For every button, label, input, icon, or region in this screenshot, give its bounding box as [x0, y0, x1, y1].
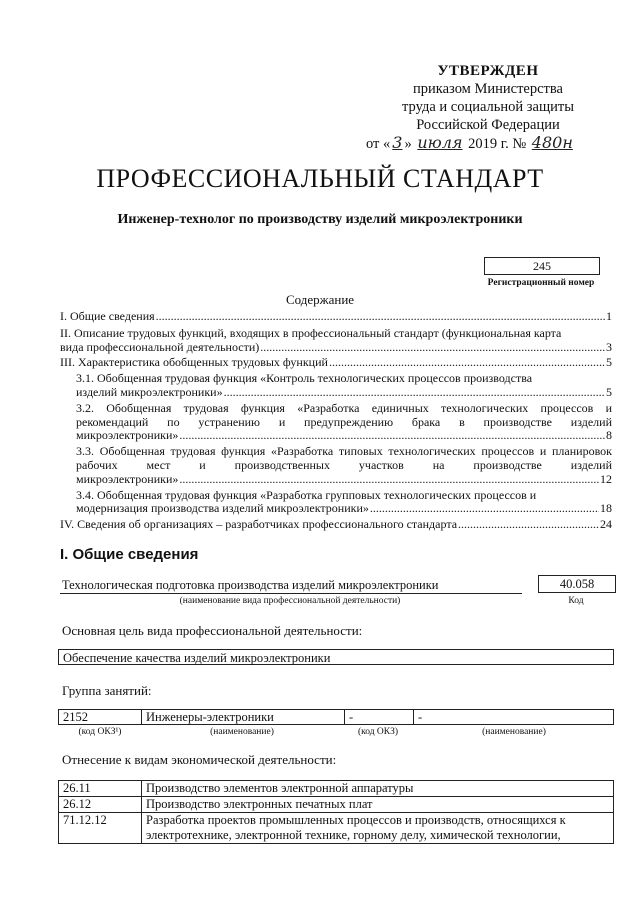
activity-name-caption: (наименование вида профессиональной деятельности)	[179, 596, 401, 606]
toc-entry-text-cont: вида профессиональной деятельности)	[60, 339, 260, 354]
handwritten-day: 3	[392, 133, 403, 152]
toc-entry-3-2[interactable]	[60, 402, 612, 443]
okved-name: Производство электронных печатных плат	[142, 797, 614, 813]
activity-name-underline	[60, 593, 522, 594]
handwritten-month: июля	[417, 133, 463, 152]
okved-code: 71.12.12	[59, 813, 142, 844]
okz-name-1: Инженеры-электроники	[142, 710, 345, 725]
occupation-group-table	[58, 709, 614, 725]
toc-entry-text: 3.3. Обобщенная трудовая функция «Разработка типовых технологических процессов и планировок рабочих мест и производственных участков на производстве изделий	[76, 444, 612, 472]
toc-entry-page: 1	[606, 309, 612, 323]
okved-table	[58, 780, 614, 844]
contents-heading: Содержание	[285, 292, 355, 307]
approval-line-3: Российской Федерации	[416, 117, 560, 133]
handwritten-order-number: 480н	[531, 133, 573, 152]
okved-label: Отнесение к видам экономической деятельности:	[62, 752, 337, 767]
section-heading: I. Общие сведения	[60, 546, 199, 563]
toc-entry-4[interactable]	[60, 518, 612, 532]
okz-code-caption-1: (код ОКЗ¹)	[78, 727, 122, 737]
table-of-contents	[60, 308, 612, 532]
goal-label: Основная цель вида профессиональной деятельности:	[62, 623, 363, 638]
okved-code: 26.11	[59, 781, 142, 797]
toc-entry-text: I. Общие сведения	[60, 309, 155, 323]
toc-entry-1[interactable]	[60, 310, 612, 324]
okved-name: Разработка проектов промышленных процессов и производств, относящихся к электротехнике, электронной технике, горному делу, химической технологии,	[142, 813, 614, 844]
activity-code-caption: Код	[568, 596, 584, 606]
table-row	[59, 813, 614, 844]
toc-entry-text: II. Описание трудовых функций, входящих в профессиональный стандарт (функциональная карта	[60, 325, 562, 340]
date-mid: »	[404, 136, 412, 152]
okz-code-caption-2: (код ОКЗ)	[357, 727, 399, 737]
toc-entry-3-3[interactable]	[60, 445, 612, 486]
date-year: 2019 г. №	[468, 136, 527, 152]
group-label: Группа занятий:	[62, 683, 152, 698]
toc-entry-2[interactable]	[60, 327, 612, 355]
table-row	[59, 710, 614, 725]
toc-entry-3[interactable]	[60, 356, 612, 370]
okz-name-2: -	[414, 710, 614, 725]
registration-number-box: 245	[484, 257, 600, 275]
toc-entry-text-cont: микроэлектроники»	[76, 428, 179, 443]
toc-entry-text: 3.2. Обобщенная трудовая функция «Разработка единичных технологических процессов и рекомендаций по устранению и предупреждению брака в производстве изделий	[76, 400, 612, 429]
approval-order-line	[366, 134, 608, 153]
toc-entry-page: 24	[600, 517, 612, 532]
toc-entry-page: 3	[606, 339, 612, 354]
okz-name-caption-1: (наименование)	[210, 727, 274, 737]
registration-number-label: Регистрационный номер	[487, 278, 595, 288]
okz-code-2: -	[345, 710, 414, 725]
activity-code-box: 40.058	[538, 575, 616, 593]
toc-entry-3-4[interactable]	[60, 489, 612, 517]
approval-line-1: приказом Министерства	[413, 81, 563, 97]
toc-entry-text: IV. Сведения об организациях – разработчиках профессионального стандарта	[60, 517, 458, 532]
approval-block	[368, 62, 608, 153]
toc-entry-text: III. Характеристика обобщенных трудовых функций	[60, 355, 328, 370]
table-row	[59, 781, 614, 797]
toc-entry-text-cont: изделий микроэлектроники»	[76, 384, 223, 399]
toc-entry-3-1[interactable]	[60, 372, 612, 400]
toc-entry-text-cont: модернизация производства изделий микроэлектроники»	[76, 501, 369, 516]
toc-entry-page: 18	[600, 501, 612, 516]
approval-heading: УТВЕРЖДЕН	[437, 63, 539, 79]
toc-entry-page: 8	[606, 428, 612, 443]
toc-entry-text-cont: микроэлектроники»	[76, 471, 179, 486]
table-row	[59, 797, 614, 813]
toc-entry-text: 3.1. Обобщенная трудовая функция «Контроль технологических процессов производства	[76, 371, 533, 386]
okved-code: 26.12	[59, 797, 142, 813]
document-title: ПРОФЕССИОНАЛЬНЫЙ СТАНДАРТ	[96, 164, 544, 193]
approval-line-2: труда и социальной защиты	[402, 99, 574, 115]
toc-entry-page: 5	[606, 384, 612, 399]
document-subtitle: Инженер-технолог по производству изделий микроэлектроники	[117, 212, 523, 227]
okz-name-caption-2: (наименование)	[482, 727, 546, 737]
goal-value-box: Обеспечение качества изделий микроэлектроники	[58, 649, 614, 665]
activity-name-value: Технологическая подготовка производства изделий микроэлектроники	[62, 578, 439, 592]
date-prefix: от «	[366, 136, 391, 152]
okz-code-1: 2152	[59, 710, 142, 725]
toc-entry-text: 3.4. Обобщенная трудовая функция «Разработка групповых технологических процессов и	[76, 487, 537, 502]
toc-entry-page: 5	[606, 355, 612, 370]
toc-entry-page: 12	[600, 471, 612, 486]
okved-name: Производство элементов электронной аппаратуры	[142, 781, 614, 797]
